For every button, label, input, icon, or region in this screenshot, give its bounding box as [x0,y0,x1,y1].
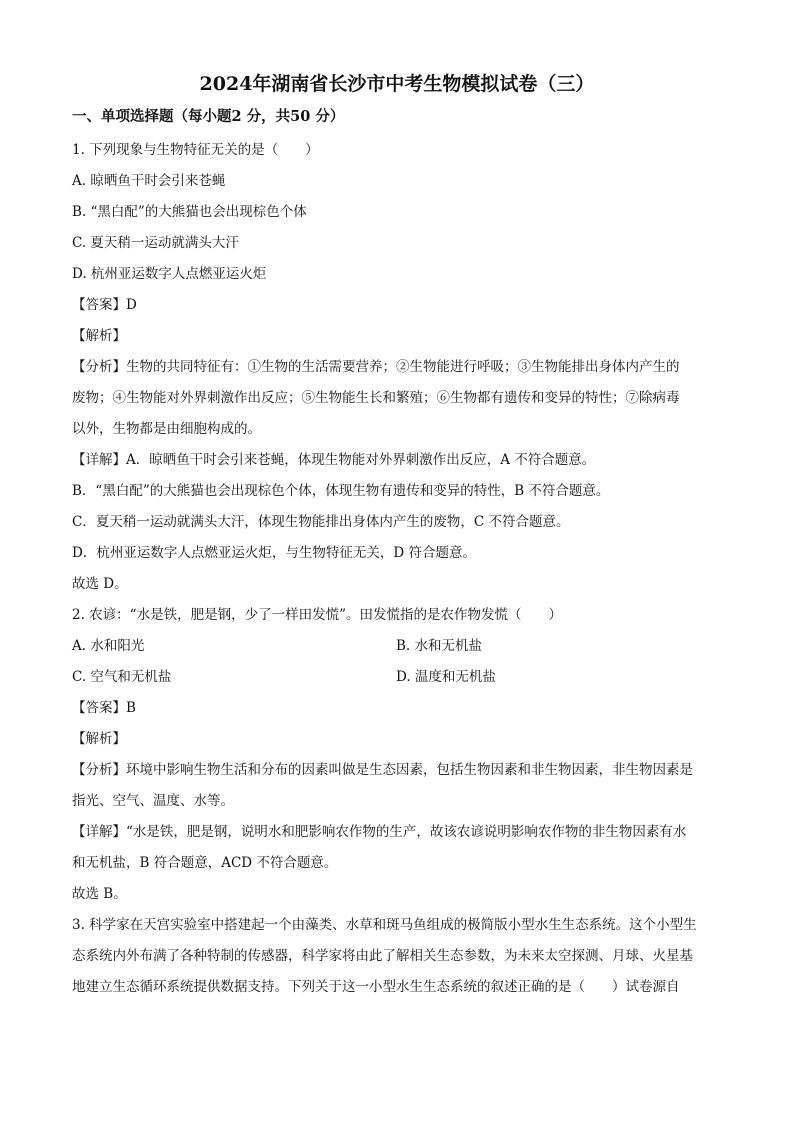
q1-answer-value: D [126,297,137,313]
q2-answer-value: B [126,700,136,716]
page-title: 2024年湖南省长沙市中考生物模拟试卷（三） [199,73,595,95]
q3-stem-line-3: 地建立生态循环系统提供数据支持。下列关于这一小型水生生态系统的叙述正确的是（ ）试卷源自 [72,979,680,995]
q1-stem: 1. 下列现象与生物特征无关的是（ ） [72,142,319,158]
q2-option-a: A. 水和阳光 [72,638,145,654]
q2-analysis-tag: 【解析】 [72,731,126,747]
q1-fenxi-line-3: 以外，生物都是由细胞构成的。 [72,421,261,437]
xiangjie-tag: 【详解】 [72,824,126,840]
q1-xiangjie-line-3: C．夏天稍一运动就满头大汗，体现生物能排出身体内产生的废物，C 不符合题意。 [72,514,570,530]
q1-xiangjie-line-4: D．杭州亚运数字人点燃亚运火炬，与生物特征无关，D 符合题意。 [72,545,476,561]
q1-option-d: D. 杭州亚运数字人点燃亚运火炬 [72,266,267,282]
q2-answer [72,697,724,719]
q1-option-c: C. 夏天稍一运动就满头大汗 [72,235,239,251]
q2-fenxi-line-2: 指光、空气、温度、水等。 [72,793,234,809]
q2-conclusion: 故选 B。 [72,886,127,902]
q1-answer [72,294,724,316]
q1-fenxi-line-1 [72,356,724,378]
answer-tag: 【答案】 [72,700,126,716]
fenxi-tag: 【分析】 [72,762,126,778]
fenxi-tag: 【分析】 [72,359,126,375]
xiangjie-tag: 【详解】 [72,452,126,468]
q2-option-b: B. 水和无机盐 [396,638,483,654]
q2-stem: 2. 农谚：“水是铁，肥是钢，少了一样田发慌”。田发慌指的是农作物发慌（ ） [72,607,562,623]
q2-option-d: D. 温度和无机盐 [396,669,496,685]
answer-tag: 【答案】 [72,297,126,313]
q1-conclusion: 故选 D。 [72,576,128,592]
q1-xiangjie-line-1 [72,449,724,471]
q3-stem-line-2: 态系统内外布满了各种特制的传感器，科学家将由此了解相关生态参数，为未来太空探测、月球、火星基 [72,948,693,964]
q1-option-a: A. 晾晒鱼干时会引来苍蝇 [72,173,226,189]
q1-fenxi-line-2: 废物；④生物能对外界刺激作出反应；⑤生物能生长和繁殖；⑥生物都有遗传和变异的特性；⑦除病毒 [72,390,680,406]
q2-fenxi-text-1: 环境中影响生物生活和分布的因素叫做是生态因素，包括生物因素和非生物因素，非生物因素是 [126,762,693,778]
q1-xiangjie-line-2: B．“黑白配”的大熊猫也会出现棕色个体，体现生物有遗传和变异的特性，B 不符合题意。 [72,483,610,499]
q1-fenxi-text-1: 生物的共同特征有：①生物的生活需要营养；②生物能进行呼吸；③生物能排出身体内产生的 [126,359,680,375]
section-heading: 一、单项选择题（每小题2 分，共50 分） [72,108,345,125]
q2-xiangjie-text-1: “水是铁，肥是钢，说明水和肥影响农作物的生产，故该农谚说明影响农作物的非生物因素有水 [126,824,687,840]
q1-option-b: B. “黑白配”的大熊猫也会出现棕色个体 [72,204,307,220]
q2-xiangjie-line-1 [72,821,724,843]
q2-xiangjie-line-2: 和无机盐，B 符合题意，ACD 不符合题意。 [72,855,338,871]
q3-stem-line-1: 3. 科学家在天宫实验室中搭建起一个由藻类、水草和斑马鱼组成的极简版小型水生生态系统。这个小型生 [72,917,697,933]
q2-option-c: C. 空气和无机盐 [72,669,172,685]
q1-xiangjie-text-1: A．晾晒鱼干时会引来苍蝇，体现生物能对外界刺激作出反应，A 不符合题意。 [126,452,596,468]
q1-analysis-tag: 【解析】 [72,328,126,344]
q2-fenxi-line-1 [72,759,724,781]
